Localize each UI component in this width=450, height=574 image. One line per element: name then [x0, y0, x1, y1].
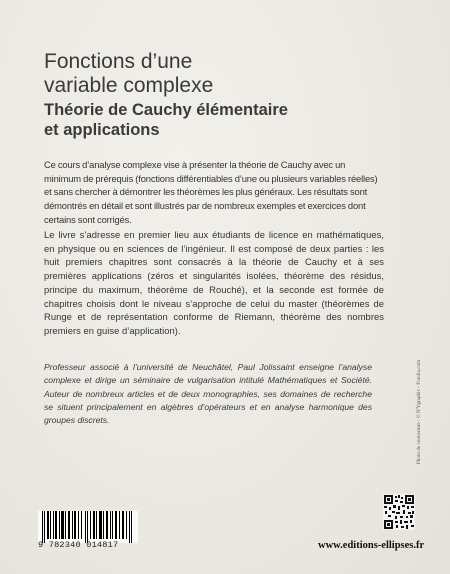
description-paragraph-1: Ce cours d’analyse complexe vise à présenter la théorie de Cauchy avec un minimum de prérequis (fonctions différentiables d’une ou plusieurs variables réelles) et sans chercher à démontrer les théorèmes les plus généraux. Les résultats sont démontrés en détail et sont illustrés par de nombreux exemples et exercices dont certains sont corrigés. — [44, 159, 378, 225]
publisher-website[interactable]: www.editions-ellipses.fr — [318, 540, 425, 551]
qr-code — [383, 494, 415, 530]
description-paragraph-2: Le livre s’adresse en premier lieu aux étudiants de licence en mathématiques, en physique ou en sciences de l’ingénieur. Il est composé de deux parties : les huit premiers chapitres sont consacrés à la théorie de Cauchy et à ses premières applications (zéros et singularités isolées, théorème des résidus, principe du maximum, théorème de Rouché), et la seconde est formée de chapitres choisis dont le niveau s’approche de celui du master (théorèmes de Runge et de représentation conforme de Riemann, théorème des nombres premiers en guise d’application). — [44, 229, 384, 336]
book-subtitle: Théorie de Cauchy élémentaire et applications — [44, 101, 288, 139]
barcode-number: 9 782340 014817 — [38, 540, 119, 550]
book-title: Fonctions d’une variable complexe — [44, 50, 214, 97]
photo-credit: Photo de couverture : © N'Ygraphic - Fotolia.com — [416, 359, 422, 465]
author-bio: Professeur associé à l’université de Neuchâtel, Paul Jolissaint enseigne l’analyse complexe et dirige un séminaire de vulgarisation intitulé Mathématiques et Société. Auteur de nombreux articles et de deux monographies, ses domaines de recherche se situent principalement en algèbres d’opérateurs et en analyse harmonique des groupes discrets. — [44, 362, 372, 426]
isbn-barcode — [38, 511, 138, 543]
